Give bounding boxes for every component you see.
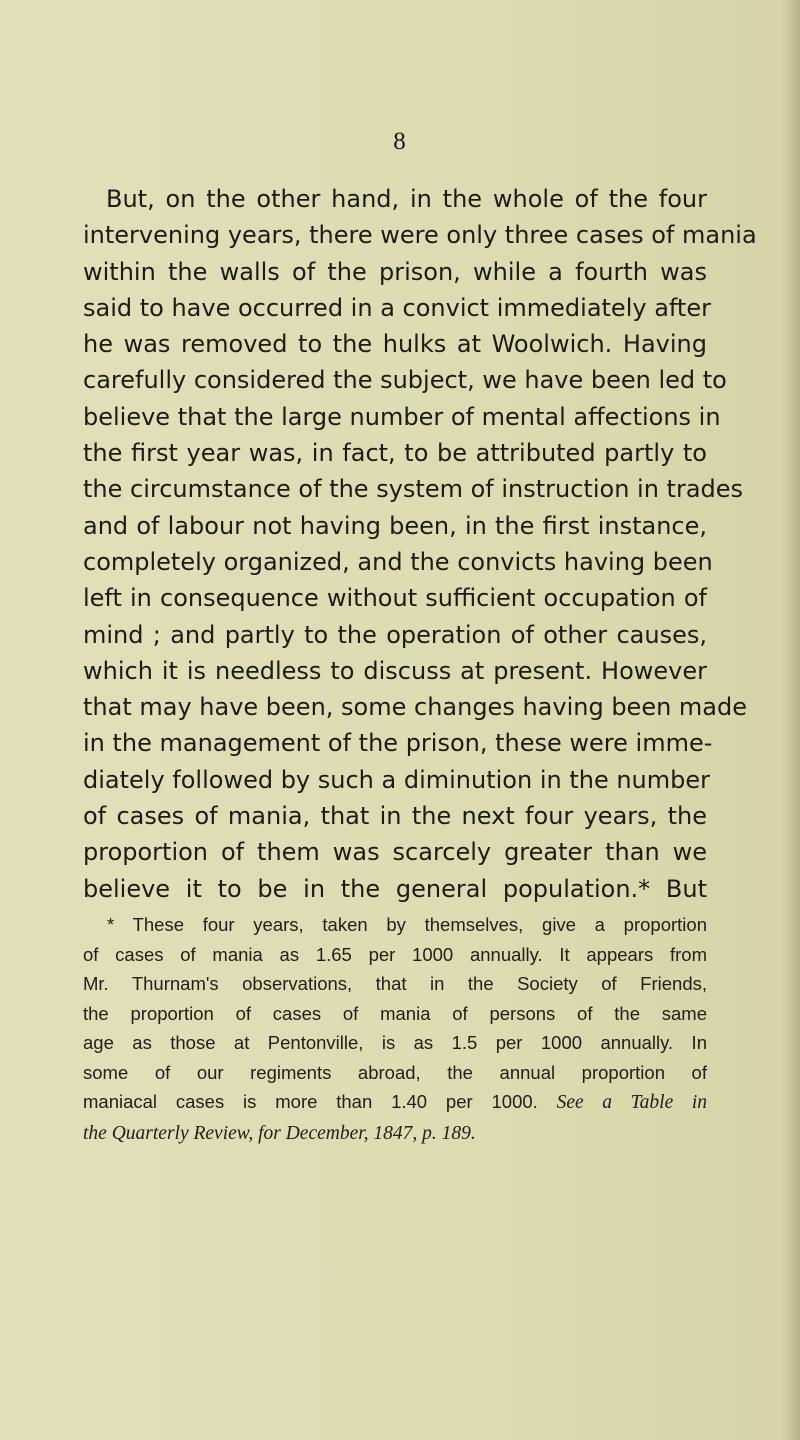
footnote-citation-line xyxy=(83,1118,707,1149)
footnote-line: some of our regiments abroad, the annual proportion of xyxy=(83,1061,707,1083)
page-number: 8 xyxy=(393,128,407,155)
body-line: proportion of them was scarcely greater than we xyxy=(83,838,707,867)
citation: the Quarterly Review, for December, 1847, p. 189. xyxy=(83,1122,476,1144)
body-line: the first year was, in fact, to be attributed partly to xyxy=(83,439,707,468)
body-line: said to have occurred in a convict immediately after xyxy=(83,293,711,322)
footnote-line: age as those at Pentonville, is as 1.5 per 1000 annually. In xyxy=(83,1032,707,1053)
body-line: in the management of the prison, these were imme- xyxy=(83,729,713,758)
body-line: But, on the other hand, in the whole of the four xyxy=(106,185,707,213)
body-line: believe it to be in the general population.* But xyxy=(83,874,707,903)
see-reference: See a Table in xyxy=(556,1092,707,1113)
body-line: carefully considered the subject, we have been led to xyxy=(83,366,727,395)
body-paragraph xyxy=(83,181,757,907)
body-line: that may have been, some changes having been made xyxy=(83,693,748,722)
footnote-line: * These four years, taken by themselves, give a proportion xyxy=(107,914,707,935)
body-line: the circumstance of the system of instruction in trades xyxy=(83,475,744,504)
footnote-line: the proportion of cases of mania of persons of the same xyxy=(83,1002,707,1024)
body-line: within the walls of the prison, while a fourth was xyxy=(83,257,707,286)
footnote-line: Mr. Thurnam's observations, that in the Society of Friends, xyxy=(83,973,707,994)
body-line: which it is needless to discuss at present. However xyxy=(83,656,707,685)
body-line: mind ; and partly to the operation of other causes, xyxy=(83,620,707,649)
body-line: of cases of mania, that in the next four years, the xyxy=(83,802,707,831)
body-line: believe that the large number of mental affections in xyxy=(83,402,721,431)
body-line: and of labour not having been, in the first instance, xyxy=(83,511,707,540)
body-line: completely organized, and the convicts having been xyxy=(83,547,713,576)
footnote-line: of cases of mania as 1.65 per 1000 annually. It appears from xyxy=(83,943,707,965)
page-edge-shadow xyxy=(782,0,800,1440)
footnote-line-with-reference xyxy=(83,1087,707,1118)
body-line: diately followed by such a diminution in the number xyxy=(83,765,711,794)
body-line: left in consequence without sufficient occupation of xyxy=(83,584,707,613)
footnote xyxy=(83,910,707,1148)
body-line: he was removed to the hulks at Woolwich. Having xyxy=(83,330,707,359)
body-line: intervening years, there were only three cases of mania xyxy=(83,221,757,250)
footnote-line: maniacal cases is more than 1.40 per 1000. xyxy=(83,1091,538,1112)
